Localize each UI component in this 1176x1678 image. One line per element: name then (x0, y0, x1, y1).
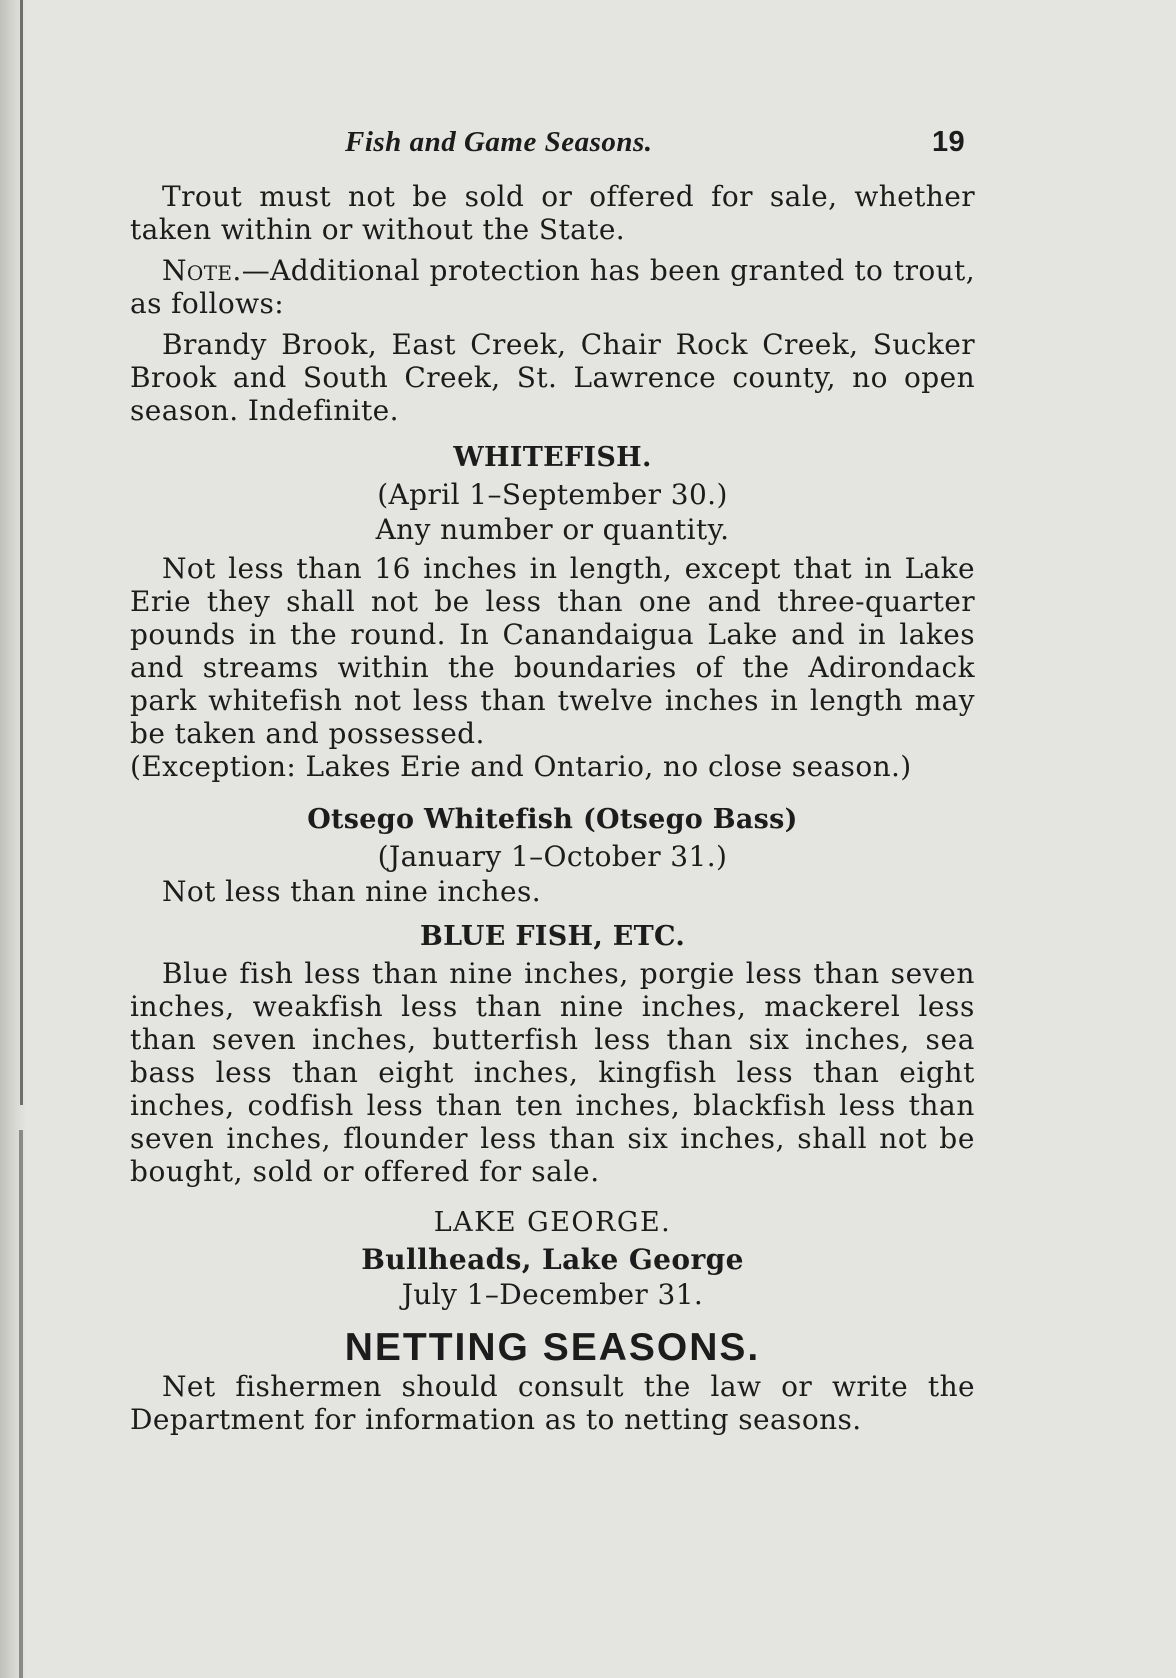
otsego-size-rule: Not less than nine inches. (162, 875, 542, 908)
netting-text: Net fishermen should consult the law or write the Department for information as to netting seasons. (130, 1370, 975, 1436)
bluefish-text: Blue fish less than nine inches, porgie less than seven inches, weakfish less than nine inches, mackerel less than seven inches, butterfish less than six inches, sea bass less than eight inches, kingfish less than eight inches, codfish less than ten inches, blackfish less than seven inches, flounder less than six inches, shall not be bought, sold or offered for sale. (130, 957, 975, 1188)
binding-rule-top (20, 0, 23, 1105)
lake-george-subheading: Bullheads, Lake George (361, 1243, 744, 1276)
whitefish-season: (April 1–September 30.) (377, 478, 728, 511)
whitefish-size-rule: Not less than 16 inches in length, except that in Lake Erie they shall not be less than one and three-quarter pounds in the round. In Canandaigua Lake and in lakes and streams within the boundaries of the Adirondack park whitefish not less than twelve inches in length may be taken and possessed. (130, 552, 975, 750)
page-number: 19 (931, 126, 965, 158)
trout-sale-rule: Trout must not be sold or offered for sale, whether taken within or without the State. (130, 180, 975, 246)
trout-note (130, 254, 975, 320)
otsego-heading: Otsego Whitefish (Otsego Bass) (307, 804, 798, 835)
whitefish-exception: (Exception: Lakes Erie and Ontario, no close season.) (130, 750, 912, 783)
whitefish-limit: Any number or quantity. (375, 513, 730, 546)
note-text: —Additional protection has been granted to trout, as follows: (130, 254, 975, 320)
otsego-season: (January 1–October 31.) (377, 840, 728, 873)
trout-protected-waters: Brandy Brook, East Creek, Chair Rock Creek, Sucker Brook and South Creek, St. Lawrence county, no open season. Indefinite. (130, 328, 975, 427)
lake-george-heading: LAKE GEORGE. (433, 1207, 672, 1238)
page-content (130, 118, 975, 1444)
binding-rule-bottom (19, 1130, 23, 1678)
note-label: Note. (162, 254, 242, 287)
lake-george-season: July 1–December 31. (401, 1278, 704, 1311)
bluefish-heading: BLUE FISH, ETC. (419, 921, 686, 952)
whitefish-heading: WHITEFISH. (453, 442, 652, 473)
running-title: Fish and Game Seasons. (345, 126, 653, 158)
page-header (130, 118, 975, 166)
netting-heading: NETTING SEASONS. (344, 1326, 761, 1369)
